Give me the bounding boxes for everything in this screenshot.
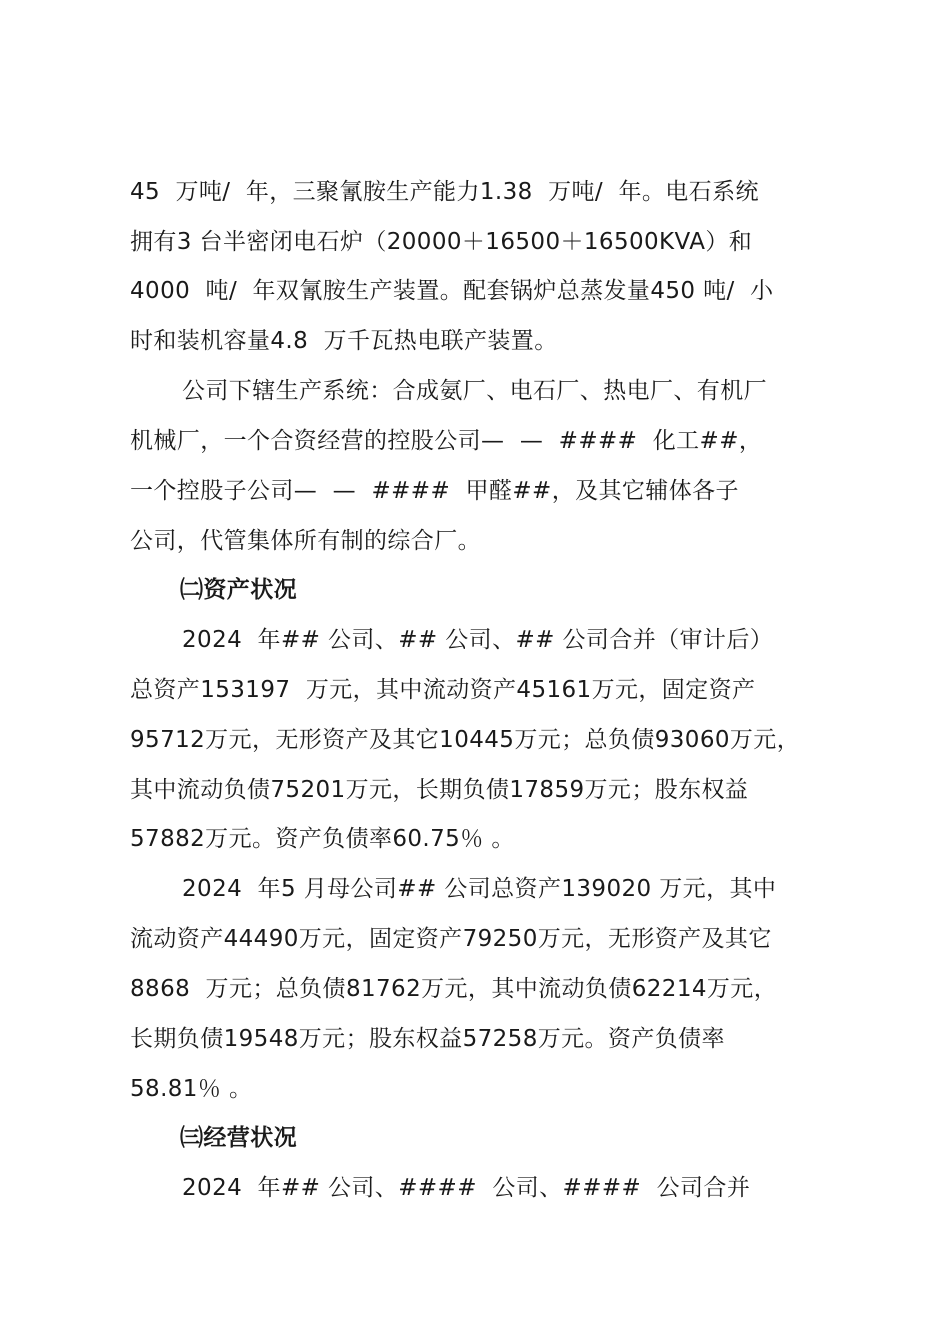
assets-parent-line-2: 流动资产44490万元，固定资产79250万元，无形资产及其它: [130, 926, 772, 952]
section-heading-assets: ㈡资产状况: [180, 577, 297, 603]
systems-line-1: 公司下辖生产系统：合成氨厂、电石厂、热电厂、有机厂: [182, 378, 767, 404]
capacity-line-1: 45 万吨/ 年，三聚氰胺生产能力1.38 万吨/ 年。电石系统: [130, 179, 759, 205]
assets-parent-line-5: 58.81％ 。: [130, 1076, 253, 1102]
assets-merged-line-3: 95712万元，无形资产及其它10445万元；总负债93060万元，: [130, 727, 801, 753]
assets-merged-line-1: 2024 年## 公司、## 公司、## 公司合并（审计后）: [182, 627, 774, 653]
assets-parent-line-3: 8868 万元；总负债81762万元，其中流动负债62214万元，: [130, 976, 778, 1002]
assets-merged-line-4: 其中流动负债75201万元，长期负债17859万元；股东权益: [130, 777, 749, 803]
capacity-line-3: 4000 吨/ 年双氰胺生产装置。配套锅炉总蒸发量450 吨/ 小: [130, 278, 774, 304]
capacity-line-4: 时和装机容量4.8 万千瓦热电联产装置。: [130, 328, 558, 354]
systems-line-3: 一个控股子公司— — #### 甲醛##，及其它辅体各子: [130, 478, 739, 504]
assets-merged-line-2: 总资产153197 万元，其中流动资产45161万元，固定资产: [130, 677, 756, 703]
systems-line-4: 公司，代管集体所有制的综合厂。: [130, 528, 481, 554]
capacity-line-2: 拥有3 台半密闭电石炉（20000＋16500＋16500KVA）和: [130, 229, 753, 255]
section-heading-operations: ㈢经营状况: [180, 1125, 297, 1151]
assets-parent-line-4: 长期负债19548万元；股东权益57258万元。资产负债率: [130, 1026, 725, 1052]
systems-line-2: 机械厂，一个合资经营的控股公司— — #### 化工##，: [130, 428, 763, 454]
assets-parent-line-1: 2024 年5 月母公司## 公司总资产139020 万元，其中: [182, 876, 777, 902]
assets-merged-line-5: 57882万元。资产负债率60.75％ 。: [130, 826, 515, 852]
operations-line-1: 2024 年## 公司、#### 公司、#### 公司合并: [182, 1175, 751, 1201]
